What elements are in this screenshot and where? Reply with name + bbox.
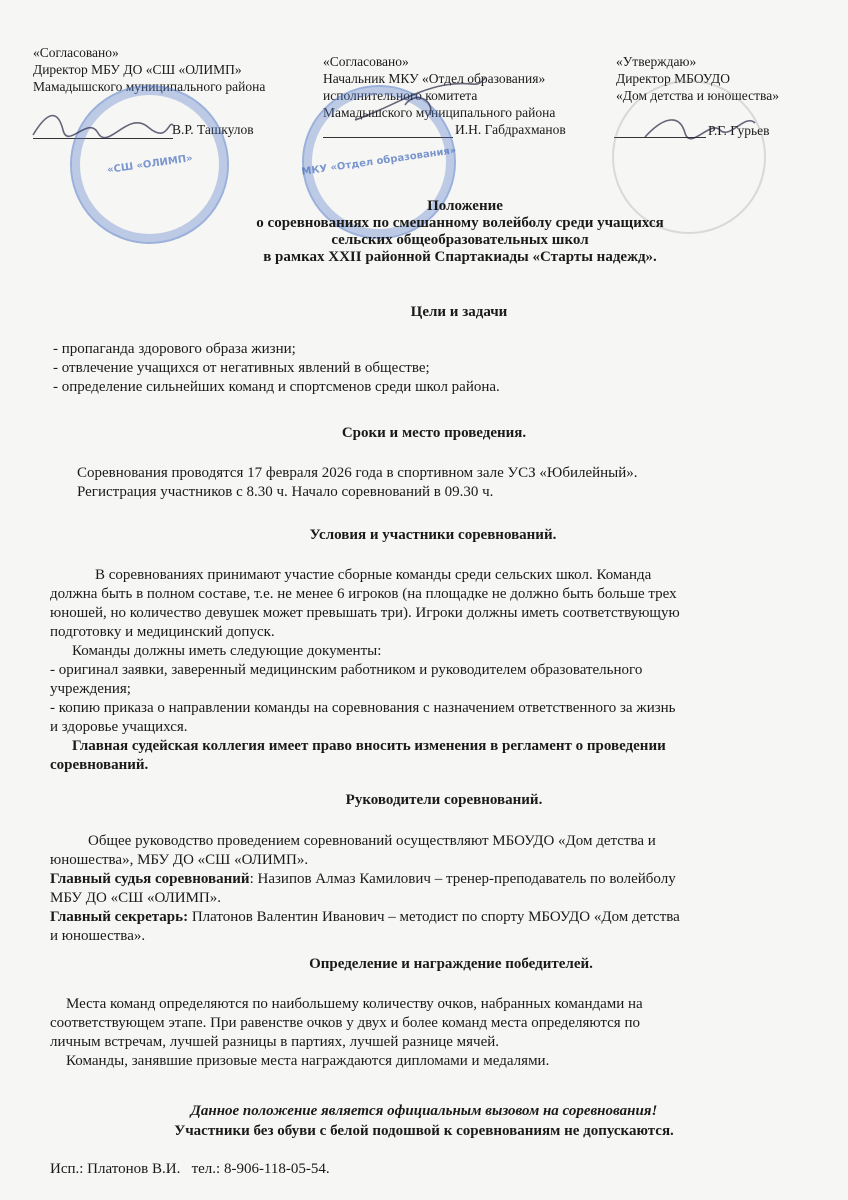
doc-title-line2: о соревнованиях по смешанному волейболу среди учащихся bbox=[256, 215, 664, 231]
closing-line1: Данное положение является официальным вызовом на соревнования! bbox=[190, 1103, 658, 1119]
signature-right-graphic bbox=[640, 105, 760, 145]
awards-line: соответствующем этапе. При равенстве очков у двух и более команд места определяются по bbox=[50, 1015, 640, 1031]
dates-text bbox=[77, 464, 638, 502]
leaders-heading: Руководители соревнований. bbox=[345, 792, 543, 808]
conditions-line: юношей, но количество девушек может превышать три). Игроки должны иметь соответствующую bbox=[50, 605, 680, 621]
conditions-line: В соревнованиях принимают участие сборные команды среди сельских школ. Команда bbox=[95, 567, 652, 583]
stamp-left-text: «СШ «ОЛИМП» bbox=[106, 152, 193, 176]
conditions-heading: Условия и участники соревнований. bbox=[309, 527, 557, 543]
approval-middle-line3: исполнительного комитета bbox=[323, 88, 478, 103]
doc-title bbox=[0, 198, 848, 215]
bold-note-line1: Главная судейская коллегия имеет право вносить изменения в регламент о проведении bbox=[72, 738, 666, 754]
doc-item-2-cont: и здоровье учащихся. bbox=[50, 719, 188, 735]
approval-middle-line4: Мамадышского муниципального района bbox=[323, 105, 556, 120]
approval-right-line1: «Утверждаю» bbox=[616, 54, 697, 69]
awards-text bbox=[50, 995, 643, 1071]
signature-middle-graphic bbox=[345, 70, 495, 130]
approval-middle-signer: И.Н. Габдрахманов bbox=[455, 122, 566, 137]
awards-line: личным встречам, лучшей разницы в партиях, лучшей разнице мячей. bbox=[50, 1034, 500, 1050]
approval-right-line3: «Дом детства и юношества» bbox=[616, 88, 779, 103]
secretary-label: Главный секретарь: bbox=[50, 909, 189, 925]
approval-middle-line1: «Согласовано» bbox=[323, 54, 409, 69]
signature-left-graphic bbox=[28, 105, 178, 145]
contact: Исп.: Платонов В.И. тел.: 8-906-118-05-54. bbox=[50, 1161, 330, 1177]
judge-text: : Назипов Алмаз Камилович – тренер-преподаватель по волейболу bbox=[249, 871, 676, 887]
approval-left-line2: Директор МБУ ДО «СШ «ОЛИМП» bbox=[33, 62, 242, 77]
goals-heading: Цели и задачи bbox=[410, 304, 508, 320]
doc-item-1-cont: учреждения; bbox=[50, 681, 131, 697]
approval-right-line2: Директор МБОУДО bbox=[616, 71, 730, 86]
secretary-line bbox=[50, 908, 680, 927]
stamp-middle-text: МКУ «Отдел образования» bbox=[300, 145, 457, 178]
judge-line bbox=[50, 870, 680, 889]
doc-title-line3: сельских общеобразовательных школ bbox=[331, 232, 589, 248]
leaders-text bbox=[50, 832, 680, 946]
conditions-line: должна быть в полном составе, т.е. не менее 6 игроков (на площадке не должно быть больше трех bbox=[50, 586, 677, 602]
doc-item-2: - копию приказа о направлении команды на соревнования с назначением ответственного за жизнь bbox=[50, 700, 676, 716]
conditions-line: подготовку и медицинский допуск. bbox=[50, 624, 275, 640]
goals-item: - определение сильнейших команд и спортсменов среди школ района. bbox=[53, 379, 500, 395]
dates-line2: Регистрация участников с 8.30 ч. Начало соревнований в 09.30 ч. bbox=[77, 484, 494, 500]
doc-item-1: - оригинал заявки, заверенный медицинским работником и руководителем образовательного bbox=[50, 662, 643, 678]
awards-heading: Определение и награждение победителей. bbox=[309, 956, 593, 972]
approval-middle-line2: Начальник МКУ «Отдел образования» bbox=[323, 71, 546, 86]
goals-item: - отвлечение учащихся от негативных явлений в обществе; bbox=[53, 360, 430, 376]
doc-title-line1: Положение bbox=[427, 198, 503, 214]
goals-item: - пропаганда здорового образа жизни; bbox=[53, 341, 296, 357]
secretary-text: Платонов Валентин Иванович – методист по спорту МБОУДО «Дом детства bbox=[188, 909, 680, 925]
approval-left-line1: «Согласовано» bbox=[33, 45, 119, 60]
docs-intro: Команды должны иметь следующие документы: bbox=[72, 643, 382, 659]
judge-line2: МБУ ДО «СШ «ОЛИМП». bbox=[50, 890, 222, 906]
approval-left-signer: В.Р. Ташкулов bbox=[172, 122, 254, 137]
approval-left-line3: Мамадышского муниципального района bbox=[33, 79, 266, 94]
closing-line2: Участники без обуви с белой подошвой к соревнованиям не допускаются. bbox=[174, 1123, 674, 1139]
awards-p2: Команды, занявшие призовые места награждаются дипломами и медалями. bbox=[66, 1053, 550, 1069]
approval-right-signer: Р.Г. Гурьев bbox=[708, 123, 770, 138]
doc-subtitle bbox=[0, 215, 848, 266]
secretary-line2: и юношества». bbox=[50, 928, 146, 944]
bold-note-line2: соревнований. bbox=[50, 757, 149, 773]
dates-line1: Соревнования проводятся 17 февраля 2026 года в спортивном зале УСЗ «Юбилейный». bbox=[77, 465, 638, 481]
dates-heading: Сроки и место проведения. bbox=[341, 425, 527, 441]
conditions-paragraph bbox=[50, 566, 680, 775]
doc-title-line4: в рамках XXII районной Спартакиады «Старты надежд». bbox=[263, 249, 657, 265]
leaders-p1-line1: Общее руководство проведением соревнований осуществляют МБОУДО «Дом детства и bbox=[88, 833, 656, 849]
awards-line: Места команд определяются по наибольшему количеству очков, набранных командами на bbox=[66, 996, 643, 1012]
leaders-p1-line2: юношества», МБУ ДО «СШ «ОЛИМП». bbox=[50, 852, 309, 868]
judge-label: Главный судья соревнований bbox=[50, 871, 250, 887]
goals-list bbox=[53, 340, 500, 397]
